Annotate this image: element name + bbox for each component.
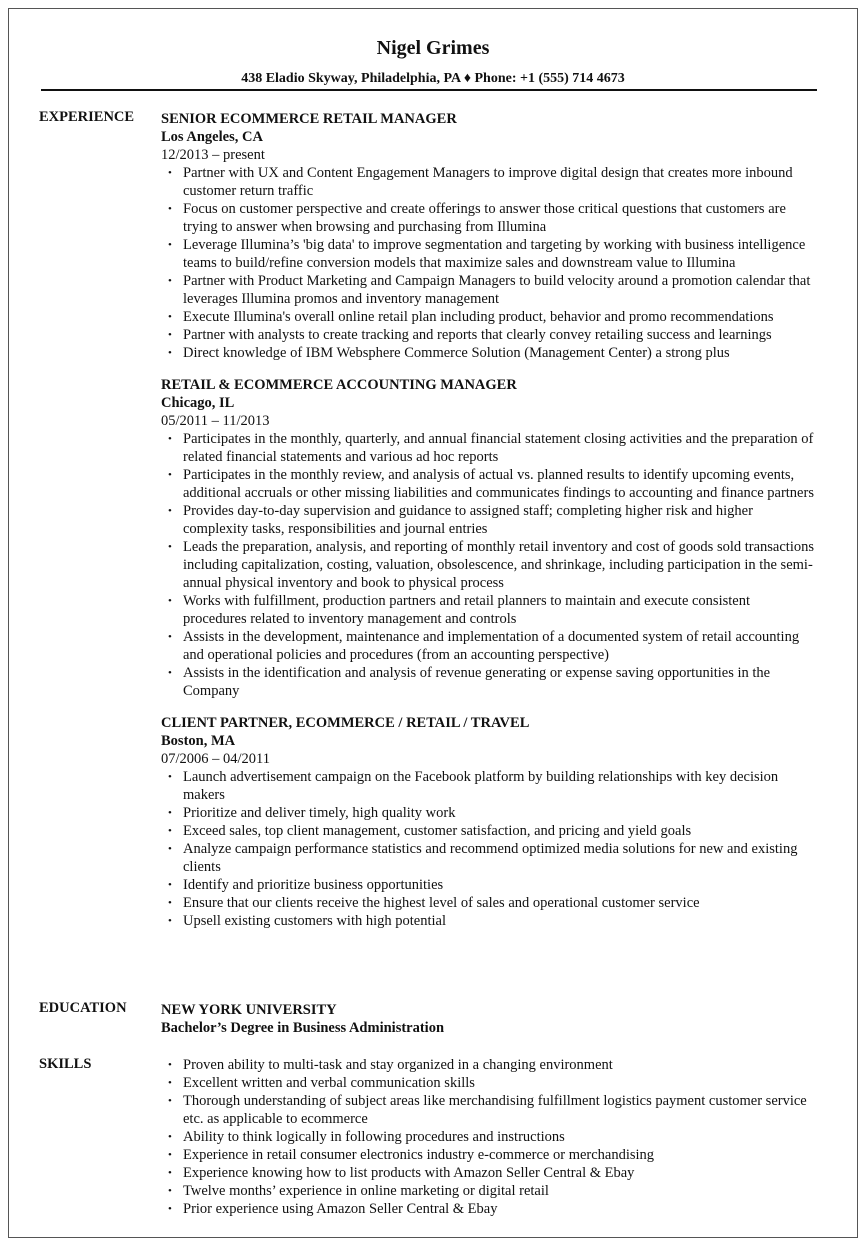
bullet-icon: • — [168, 311, 172, 323]
bullet-icon: • — [168, 1095, 172, 1107]
job-entry — [161, 376, 817, 700]
bullet-item — [161, 822, 817, 840]
job-title: RETAIL & ECOMMERCE ACCOUNTING MANAGER — [161, 377, 517, 393]
bullet-text: Participates in the monthly, quarterly, and annual financial statement closing activities and the preparation of related financial statements and various ad hoc reports — [183, 431, 814, 465]
resume-page — [8, 8, 858, 1238]
bullet-icon: • — [168, 329, 172, 341]
bullet-item — [161, 1200, 817, 1218]
bullet-icon: • — [168, 1203, 172, 1215]
job-bullets — [161, 430, 817, 700]
bullet-text: Prioritize and deliver timely, high quality work — [183, 805, 456, 821]
bullet-icon: • — [168, 843, 172, 855]
bullet-text: Leads the preparation, analysis, and reporting of monthly retail inventory and cost of goods sold transactions including capitalization, costing, valuation, obsolescence, and shrinkage, including participation in the semi-annual physical inventory and book to physical process — [183, 539, 814, 591]
skills-list — [161, 1056, 817, 1218]
bullet-item — [161, 1146, 817, 1164]
skills-heading: SKILLS — [39, 1056, 92, 1072]
bullet-text: Assists in the development, maintenance and implementation of a documented system of retail accounting and operational policies and procedures (from an accounting perspective) — [183, 629, 800, 663]
bullet-item — [161, 236, 817, 272]
experience-section — [161, 110, 817, 944]
bullet-item — [161, 538, 817, 592]
bullet-item — [161, 308, 817, 326]
bullet-text: Exceed sales, top client management, customer satisfaction, and pricing and yield goals — [183, 823, 692, 839]
job-bullets — [161, 768, 817, 930]
bullet-icon: • — [168, 1077, 172, 1089]
bullet-icon: • — [168, 825, 172, 837]
bullet-item — [161, 430, 817, 466]
bullet-text: Focus on customer perspective and create offerings to answer those critical questions that customers are trying to answer when browsing and purchasing from Illumina — [183, 201, 786, 235]
bullet-item — [161, 628, 817, 664]
education-heading: EDUCATION — [39, 1000, 127, 1016]
job-dates: 12/2013 – present — [161, 147, 265, 163]
bullet-text: Proven ability to multi-task and stay organized in a changing environment — [183, 1057, 613, 1073]
bullet-icon: • — [168, 897, 172, 909]
bullet-text: Identify and prioritize business opportunities — [183, 877, 444, 893]
bullet-item — [161, 1092, 817, 1128]
bullet-item — [161, 664, 817, 700]
experience-heading: EXPERIENCE — [39, 109, 135, 125]
education-section — [161, 1001, 817, 1037]
bullet-icon: • — [168, 1059, 172, 1071]
bullet-item — [161, 912, 817, 930]
bullet-icon: • — [168, 1167, 172, 1179]
bullet-text: Works with fulfillment, production partners and retail planners to maintain and execute consistent procedures related to inventory management and controls — [183, 593, 750, 627]
job-location: Boston, MA — [161, 733, 236, 749]
bullet-item — [161, 1164, 817, 1182]
job-bullets — [161, 164, 817, 362]
bullet-item — [161, 502, 817, 538]
bullet-text: Leverage Illumina’s 'big data' to improve segmentation and targeting by working with business intelligence teams to build/refine conversion models that maximize sales and downstream value to Illumina — [183, 237, 806, 271]
job-location: Chicago, IL — [161, 395, 235, 411]
job-entry — [161, 714, 817, 930]
bullet-text: Excellent written and verbal communication skills — [183, 1075, 475, 1091]
bullet-icon: • — [168, 771, 172, 783]
bullet-icon: • — [168, 1185, 172, 1197]
bullet-text: Ensure that our clients receive the highest level of sales and operational customer service — [183, 895, 700, 911]
contact-line: 438 Eladio Skyway, Philadelphia, PA ♦ Phone: +1 (555) 714 4673 — [241, 71, 625, 86]
bullet-item — [161, 466, 817, 502]
bullet-text: Execute Illumina's overall online retail plan including product, behavior and promo recommendations — [183, 309, 774, 325]
bullet-item — [161, 894, 817, 912]
bullet-icon: • — [168, 631, 172, 643]
candidate-name: Nigel Grimes — [376, 37, 490, 59]
bullet-icon: • — [168, 541, 172, 553]
degree-name: Bachelor’s Degree in Business Administration — [161, 1020, 445, 1036]
bullet-text: Prior experience using Amazon Seller Central & Ebay — [183, 1201, 498, 1217]
bullet-icon: • — [168, 505, 172, 517]
bullet-text: Upsell existing customers with high potential — [183, 913, 446, 929]
bullet-item — [161, 1128, 817, 1146]
bullet-item — [161, 344, 817, 362]
bullet-text: Partner with Product Marketing and Campaign Managers to build velocity around a promotion calendar that leverages Illumina promos and inventory management — [183, 273, 811, 307]
bullet-item — [161, 840, 817, 876]
bullet-item — [161, 1056, 817, 1074]
bullet-text: Partner with analysts to create tracking and reports that clearly convey retailing success and learnings — [183, 327, 772, 343]
bullet-text: Direct knowledge of IBM Websphere Commerce Solution (Management Center) a strong plus — [183, 345, 730, 361]
bullet-text: Launch advertisement campaign on the Facebook platform by building relationships with key decision makers — [183, 769, 779, 803]
job-title: CLIENT PARTNER, ECOMMERCE / RETAIL / TRAVEL — [161, 715, 530, 731]
bullet-icon: • — [168, 167, 172, 179]
bullet-icon: • — [168, 879, 172, 891]
bullet-item — [161, 200, 817, 236]
bullet-text: Participates in the monthly review, and analysis of actual vs. planned results to identify upcoming events, additional accruals or other missing liabilities and communicates findings to accounting and finance partners — [183, 467, 814, 501]
bullet-item — [161, 804, 817, 822]
bullet-icon: • — [168, 275, 172, 287]
bullet-text: Ability to think logically in following procedures and instructions — [183, 1129, 565, 1145]
bullet-icon: • — [168, 469, 172, 481]
bullet-icon: • — [168, 667, 172, 679]
bullet-icon: • — [168, 1131, 172, 1143]
bullet-icon: • — [168, 807, 172, 819]
job-dates: 07/2006 – 04/2011 — [161, 751, 271, 767]
bullet-item — [161, 1182, 817, 1200]
bullet-text: Experience in retail consumer electronics industry e-commerce or merchandising — [183, 1147, 655, 1163]
bullet-item — [161, 876, 817, 894]
job-entry — [161, 110, 817, 362]
bullet-text: Twelve months’ experience in online marketing or digital retail — [183, 1183, 549, 1199]
header-divider — [41, 89, 817, 91]
bullet-text: Analyze campaign performance statistics and recommend optimized media solutions for new and existing clients — [183, 841, 798, 875]
bullet-text: Provides day-to-day supervision and guidance to assigned staff; completing higher risk and higher complexity tasks, responsibilities and journal entries — [183, 503, 753, 537]
bullet-icon: • — [168, 915, 172, 927]
bullet-icon: • — [168, 347, 172, 359]
bullet-icon: • — [168, 239, 172, 251]
bullet-icon: • — [168, 203, 172, 215]
bullet-text: Experience knowing how to list products with Amazon Seller Central & Ebay — [183, 1165, 635, 1181]
bullet-item — [161, 1074, 817, 1092]
skills-section — [161, 1056, 817, 1218]
bullet-icon: • — [168, 1149, 172, 1161]
job-title: SENIOR ECOMMERCE RETAIL MANAGER — [161, 111, 457, 127]
bullet-item — [161, 592, 817, 628]
bullet-text: Assists in the identification and analysis of revenue generating or expense saving opportunities in the Company — [183, 665, 771, 699]
bullet-item — [161, 272, 817, 308]
bullet-item — [161, 326, 817, 344]
bullet-text: Thorough understanding of subject areas like merchandising fulfillment logistics payment customer service etc. as applicable to ecommerce — [183, 1093, 807, 1127]
bullet-text: Partner with UX and Content Engagement Managers to improve digital design that creates more inbound customer return traffic — [183, 165, 793, 199]
job-location: Los Angeles, CA — [161, 129, 263, 145]
job-dates: 05/2011 – 11/2013 — [161, 413, 270, 429]
bullet-icon: • — [168, 433, 172, 445]
bullet-item — [161, 768, 817, 804]
bullet-item — [161, 164, 817, 200]
school-name: NEW YORK UNIVERSITY — [161, 1002, 337, 1018]
bullet-icon: • — [168, 595, 172, 607]
